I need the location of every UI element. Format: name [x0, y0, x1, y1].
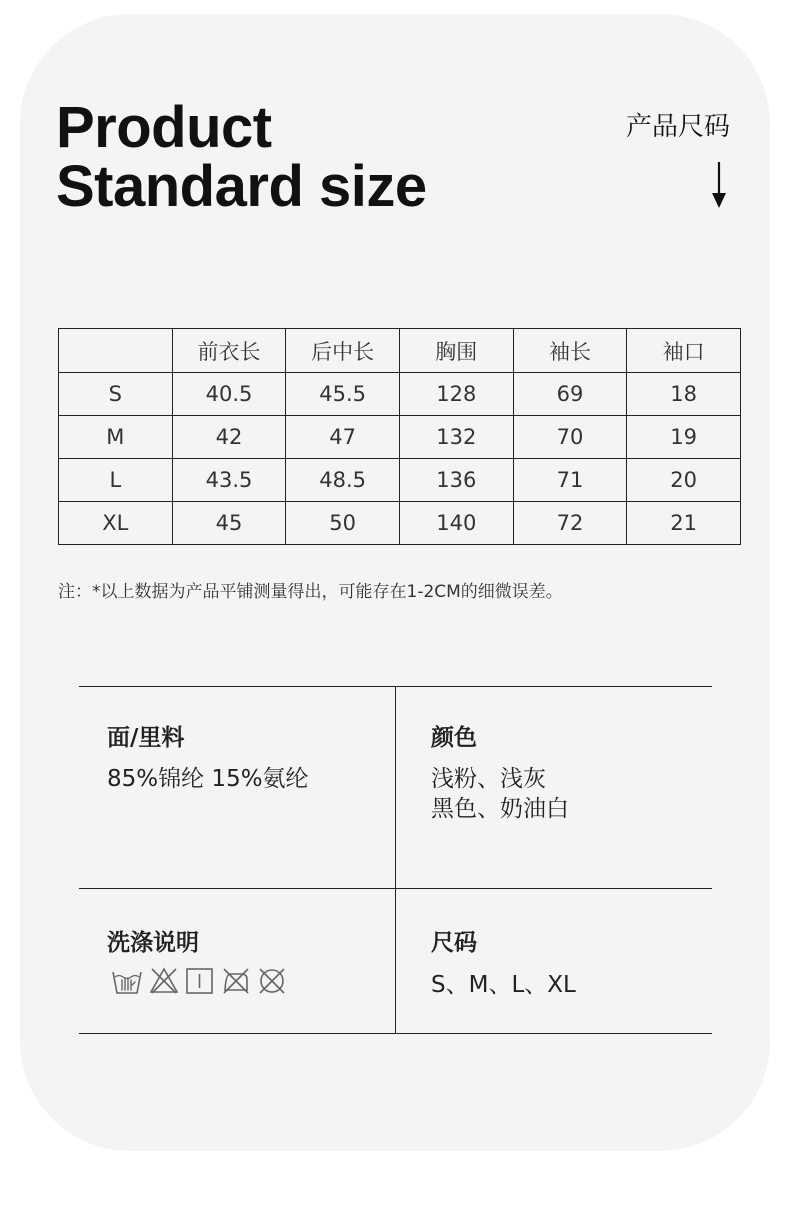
table-cell: 45: [172, 502, 286, 545]
color-value-line-2: 黑色、奶油白: [431, 796, 569, 822]
col-header: 胸围: [399, 329, 513, 373]
table-cell: XL: [59, 502, 173, 545]
table-cell: 42: [172, 416, 286, 459]
table-cell: 71: [513, 459, 627, 502]
table-row: [59, 373, 741, 416]
measurement-note: 注：*以上数据为产品平铺测量得出，可能存在1-2CM的细微误差。: [58, 582, 563, 602]
line-dry-icon: [185, 966, 215, 996]
table-cell: 21: [627, 502, 741, 545]
size-label: 尺码: [431, 930, 477, 956]
do-not-bleach-icon: [149, 966, 179, 996]
table-cell: 47: [286, 416, 400, 459]
table-row: [59, 459, 741, 502]
col-header: 前衣长: [172, 329, 286, 373]
table-cell: 19: [627, 416, 741, 459]
title-line-2: Standard size: [56, 154, 427, 219]
table-cell: 69: [513, 373, 627, 416]
cn-title: 产品尺码: [625, 112, 730, 142]
table-cell: 48.5: [286, 459, 400, 502]
table-cell: 132: [399, 416, 513, 459]
col-header: [59, 329, 173, 373]
care-icons: [111, 966, 287, 996]
table-header-row: [59, 329, 741, 373]
table-cell: 128: [399, 373, 513, 416]
col-header: 袖口: [627, 329, 741, 373]
info-divider-vertical: [395, 686, 396, 1034]
table-cell: 50: [286, 502, 400, 545]
table-cell: 140: [399, 502, 513, 545]
color-value-line-1: 浅粉、浅灰: [431, 766, 546, 792]
hand-wash-icon: [111, 966, 143, 996]
table-cell: 136: [399, 459, 513, 502]
col-header: 后中长: [286, 329, 400, 373]
table-cell: 20: [627, 459, 741, 502]
table-cell: 18: [627, 373, 741, 416]
table-cell: 43.5: [172, 459, 286, 502]
table-cell: 40.5: [172, 373, 286, 416]
table-row: [59, 416, 741, 459]
wash-label: 洗涤说明: [107, 930, 199, 956]
size-table: [58, 328, 741, 545]
arrow-down-icon: [709, 160, 729, 210]
page-title: [56, 95, 427, 219]
color-label: 颜色: [431, 725, 477, 751]
table-cell: 45.5: [286, 373, 400, 416]
table-cell: 72: [513, 502, 627, 545]
fabric-value: 85%锦纶 15%氨纶: [107, 766, 309, 792]
size-value: S、M、L、XL: [431, 972, 576, 998]
fabric-label: 面/里料: [107, 725, 185, 751]
title-line-1: Product: [56, 95, 272, 160]
table-cell: M: [59, 416, 173, 459]
table-row: [59, 502, 741, 545]
table-cell: L: [59, 459, 173, 502]
do-not-iron-icon: [221, 966, 251, 996]
table-cell: S: [59, 373, 173, 416]
do-not-tumble-dry-icon: [257, 966, 287, 996]
col-header: 袖长: [513, 329, 627, 373]
table-cell: 70: [513, 416, 627, 459]
